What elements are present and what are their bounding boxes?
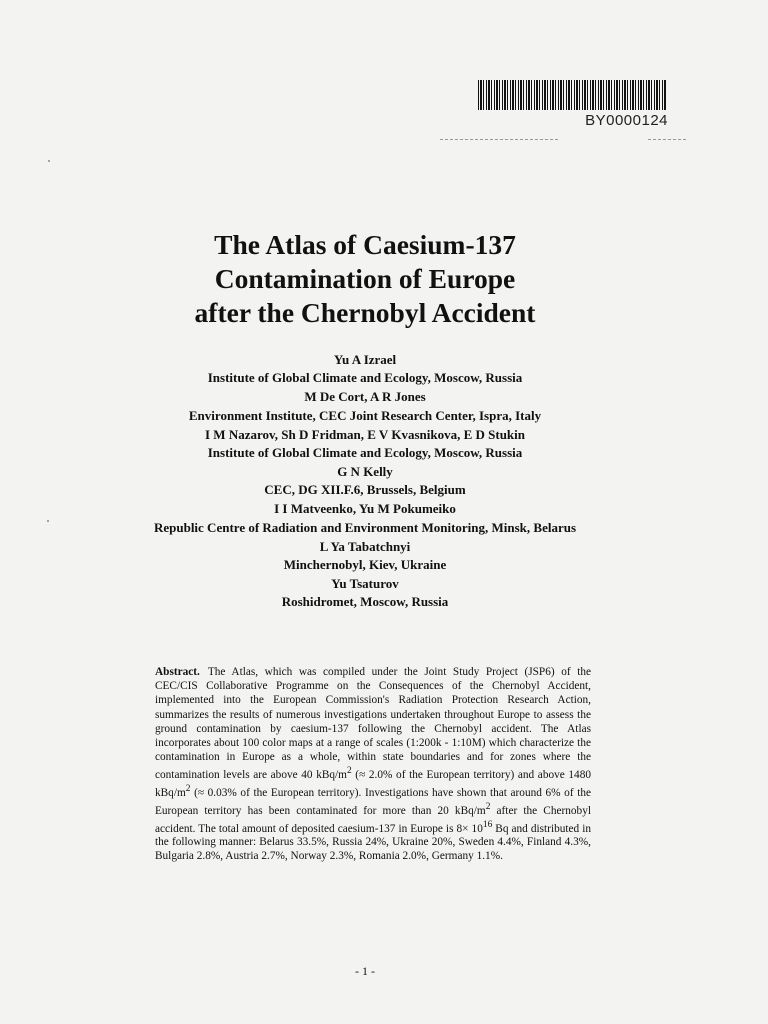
barcode-area	[478, 80, 668, 129]
author-block	[0, 426, 730, 463]
author-block	[0, 575, 730, 612]
author-block	[0, 538, 730, 575]
abstract-text: (≈ 0.03% of the European territory). Investigations have shown that around 6% of the European territory has been contaminated for more than 20 kBq/m	[155, 786, 591, 817]
author-affiliation: Institute of Global Climate and Ecology, Moscow, Russia	[207, 445, 523, 461]
document-title	[0, 228, 730, 330]
abstract-text: (≈ 2.0% of the European territory) and above 1480 kBq/m	[155, 768, 592, 799]
title-line: The Atlas of Caesium-137	[214, 229, 516, 260]
author-names: I I Matveenko, Yu M Pokumeiko	[274, 501, 456, 517]
scan-artifact-line	[440, 139, 560, 140]
title-line: Contamination of Europe	[214, 263, 516, 294]
superscript: 2	[485, 801, 491, 812]
author-affiliation: Institute of Global Climate and Ecology, Moscow, Russia	[207, 370, 523, 386]
author-affiliation: Environment Institute, CEC Joint Research Center, Ispra, Italy	[188, 407, 542, 423]
superscript: 2	[185, 783, 191, 794]
title-line: after the Chernobyl Accident	[194, 297, 536, 328]
author-names: I M Nazarov, Sh D Fridman, E V Kvasnikova, E D Stukin	[204, 426, 526, 442]
author-list	[0, 351, 730, 612]
barcode-image	[478, 80, 666, 110]
author-block	[0, 351, 730, 388]
author-names: M De Cort, A R Jones	[304, 389, 426, 405]
page-number: - 1 -	[355, 964, 375, 978]
author-affiliation: Minchernobyl, Kiev, Ukraine	[283, 556, 447, 572]
author-block	[0, 463, 730, 500]
abstract-paragraph	[155, 665, 591, 863]
abstract-text: Bq and distributed in the following manner: Belarus 33.5%, Russia 24%, Ukraine 20%, Sweden 4.4%, Finland 4.3%, Bulgaria 2.8%, Austria 2.7%, Norway 2.3%, Romania 2.0%, Germany 1.1%.	[155, 822, 592, 863]
scan-artifact-dot	[48, 160, 50, 162]
author-names: L Ya Tabatchnyi	[319, 538, 411, 554]
superscript: 2	[346, 765, 352, 776]
author-names: G N Kelly	[337, 463, 393, 479]
author-affiliation: CEC, DG XII.F.6, Brussels, Belgium	[264, 482, 466, 498]
author-names: Yu A Izrael	[333, 352, 397, 367]
abstract-label: Abstract.	[155, 666, 200, 679]
author-names: Yu Tsaturov	[331, 575, 399, 591]
superscript: 16	[482, 819, 493, 830]
abstract-text: The Atlas, which was compiled under the Joint Study Project (JSP6) of the CEC/CIS Collaborative Programme on the Consequences of the Chernobyl Accident, implemented into the European Commission's Radiation Protection Research Action, summarizes the results of numerous investigations undertaken throughout Europe to assess the ground contamination by caesium-137 following the Chernobyl accident. The Atlas incorporates about 100 color maps at a range of scales (1:200k - 1:10M) which characterize the contamination in Europe as a whole, within state boundaries and for zones where the contamination levels are above 40 kBq/m	[155, 666, 591, 781]
scan-artifact-line	[648, 139, 686, 140]
author-affiliation: Republic Centre of Radiation and Environment Monitoring, Minsk, Belarus	[153, 519, 577, 535]
barcode-id: BY0000124	[585, 112, 668, 129]
author-block	[0, 500, 730, 537]
abstract-text: after the Chernobyl accident. The total amount of deposited caesium-137 in Europe is 8× 10	[155, 804, 591, 835]
author-block	[0, 388, 730, 425]
author-affiliation: Roshidromet, Moscow, Russia	[281, 594, 449, 610]
